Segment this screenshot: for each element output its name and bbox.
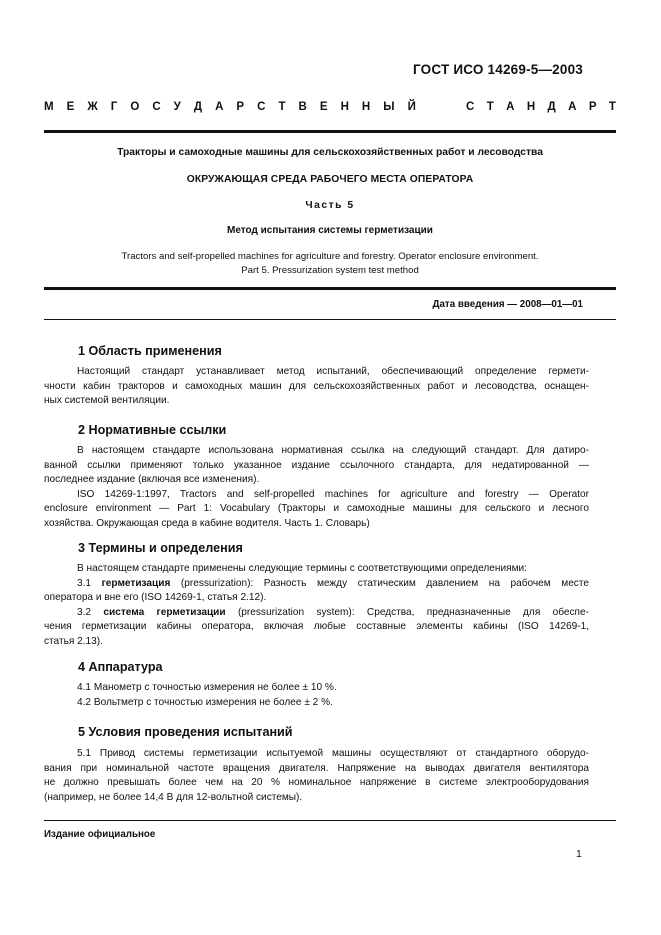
body-line: Настоящий стандарт устанавливает метод испытаний, обеспечивающий определение гермети- xyxy=(77,366,589,377)
title-part: Часть 5 xyxy=(305,200,355,211)
term-number: 3.1 xyxy=(77,577,92,589)
definition-line xyxy=(44,606,589,621)
section-2-heading: 2 Нормативные ссылки xyxy=(78,423,227,437)
body-line: оператора и вне его (ISO 14269-1, статья 2.12). xyxy=(44,592,267,604)
body-line: 5.1 Привод системы герметизации испытуемой машины осуществляют от стандартного оборудо- xyxy=(77,748,589,759)
title-subtitle: Метод испытания системы герметизации xyxy=(227,225,433,236)
banner-letter: С xyxy=(257,101,266,113)
definition-line xyxy=(44,577,589,592)
banner-letter: Ы xyxy=(383,101,395,113)
body-line: В настоящем стандарте использована нормативная ссылка на следующий стандарт. Для датиро- xyxy=(77,445,589,456)
section-3-body xyxy=(44,562,589,650)
section-4-body xyxy=(44,681,589,710)
banner-letter: С xyxy=(466,101,475,113)
term-name: герметизация xyxy=(101,577,171,589)
section-5-body xyxy=(44,747,589,805)
english-title-line: Part 5. Pressurization system test method xyxy=(241,264,419,276)
standard-number: ГОСТ ИСО 14269-5—2003 xyxy=(412,62,583,77)
body-line: 4.1 Манометр с точностью измерения не более ± 10 %. xyxy=(77,682,337,693)
banner-letter: Р xyxy=(236,101,245,113)
banner-letter: Д xyxy=(193,101,203,113)
banner-letter: Е xyxy=(319,101,328,113)
term-definition: (pressurization): Разность между статическим давлением на рабочем месте xyxy=(180,577,589,589)
banner-letter: Р xyxy=(588,101,597,113)
banner-letter: А xyxy=(568,101,577,113)
banner-letter: Н xyxy=(361,101,371,113)
banner-letter: Ж xyxy=(87,101,98,113)
body-line: чения герметизации кабины оператора, включая любые составные элементы кабины (ISO 14269-1, xyxy=(44,621,589,633)
body-line: хозяйства. Окружающая среда в кабине водителя. Часть 1. Словарь) xyxy=(44,517,370,529)
banner-letter: Е xyxy=(66,101,75,113)
banner-letter: В xyxy=(298,101,307,113)
term-definition: (pressurization system): Средства, предназначенные для обеспе- xyxy=(237,606,590,618)
banner-letter: Т xyxy=(608,101,616,113)
section-1-heading: 1 Область применения xyxy=(78,344,222,358)
banner-word-interstate-spaced xyxy=(44,101,416,113)
term-name: система герметизации xyxy=(103,606,226,618)
banner-letter: Г xyxy=(110,101,118,113)
body-line: статья 2.13). xyxy=(44,635,103,647)
banner-letter: Т xyxy=(278,101,286,113)
body-line: (например, не более 14,4 В для 12-вольтной системы). xyxy=(44,791,303,803)
banner-letter: Д xyxy=(547,101,556,113)
banner-letter: Н xyxy=(340,101,349,113)
body-line: не должно превышать более чем на 20 % номинальное напряжение в системе электрооборудования xyxy=(44,777,589,789)
banner-letter: С xyxy=(152,101,161,113)
banner-letter: М xyxy=(44,101,54,113)
title-rule xyxy=(44,287,616,290)
english-title-line: Tractors and self-propelled machines for agriculture and forestry. Operator enclosure environment. xyxy=(121,251,539,262)
body-line: ISO 14269-1:1997, Tractors and self-propelled machines for agriculture and forestry — Operator xyxy=(77,488,589,500)
date-rule xyxy=(44,319,616,320)
banner-letter: О xyxy=(130,101,140,113)
standard-type-banner xyxy=(44,101,616,113)
banner-letter: Т xyxy=(486,101,494,113)
section-1-body xyxy=(44,365,589,409)
section-4-heading: 4 Аппаратура xyxy=(78,660,163,674)
term-number: 3.2 xyxy=(77,606,92,618)
header-rule xyxy=(44,130,616,133)
banner-letter: А xyxy=(506,101,515,113)
banner-letter: Й xyxy=(407,101,416,113)
section-5-heading: 5 Условия проведения испытаний xyxy=(78,725,293,739)
footer-rule xyxy=(44,820,616,821)
banner-letter: У xyxy=(173,101,181,113)
body-line: ванной ссылки применяют только указанное издание ссылочного стандарта, для недатированной — xyxy=(44,459,589,471)
body-line: enclosure environment — Part 1: Vocabulary (Тракторы и самоходные машины для сельского и лесного xyxy=(44,503,589,515)
page-number: 1 xyxy=(576,848,582,860)
section-3-heading: 3 Термины и определения xyxy=(78,541,243,555)
section-2-body xyxy=(44,444,589,532)
title-main: ОКРУЖАЮЩАЯ СРЕДА РАБОЧЕГО МЕСТА ОПЕРАТОРА xyxy=(186,174,474,185)
title-english xyxy=(44,250,616,277)
body-line: В настоящем стандарте применены следующие термины с соответствующими определениями: xyxy=(77,563,527,574)
official-edition-note: Издание официальное xyxy=(44,829,156,840)
banner-letter: А xyxy=(215,101,224,113)
body-line: ных системой вентиляции. xyxy=(44,395,170,407)
effective-date: Дата введения — 2008—01—01 xyxy=(432,299,583,310)
banner-word-standard-spaced xyxy=(466,101,616,113)
body-line: 4.2 Вольтметр с точностью измерения не более ± 2 %. xyxy=(77,696,333,708)
body-line: вания при номинальной частоте вращения двигателя. Напряжение на выводах двигателя вентилятора xyxy=(44,762,589,774)
body-line: последнее издание (включая все изменения). xyxy=(44,474,260,486)
body-line: чности кабин тракторов и самоходных машин для сельскохозяйственных работ и лесоводства, оснащен- xyxy=(44,380,589,392)
banner-letter: Н xyxy=(526,101,536,113)
title-line: Тракторы и самоходные машины для сельскохозяйственных работ и лесоводства xyxy=(117,147,543,158)
